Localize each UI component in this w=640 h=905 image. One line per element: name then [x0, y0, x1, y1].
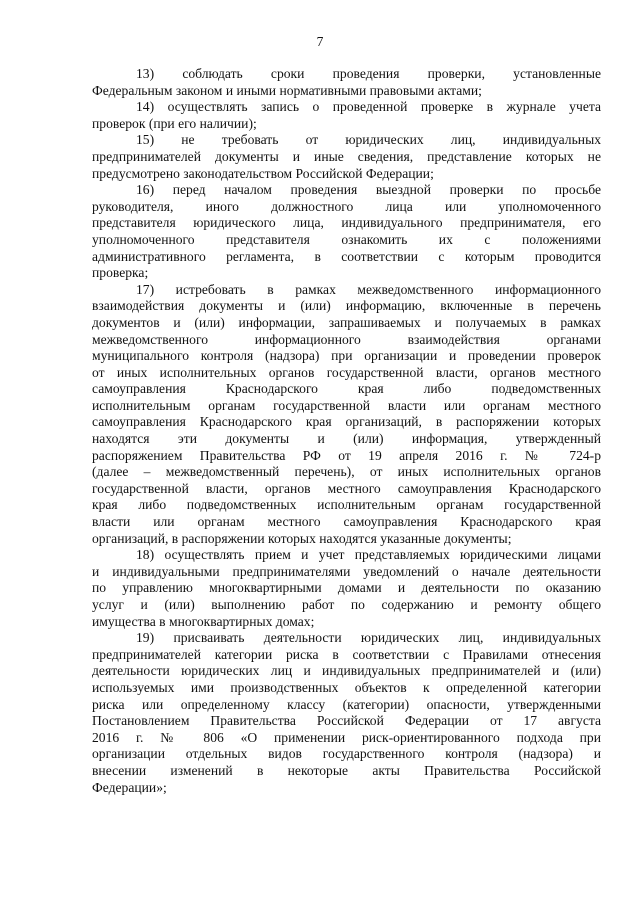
- paragraph-item-p17: [92, 282, 601, 548]
- page-number: 7: [316, 34, 324, 49]
- text-line: 17) истребовать в рамках межведомственного информационного: [136, 281, 601, 297]
- text-line: 16) перед началом проведения выездной проверки по просьбе: [136, 182, 601, 198]
- text-line: проверка;: [92, 265, 149, 281]
- text-line: административного регламента, в соответствии с которым проводится: [92, 248, 601, 264]
- paragraph-item-p13: [92, 66, 601, 99]
- text-line: 19) присваивать деятельности юридических лиц, индивидуальных: [136, 630, 601, 646]
- text-line: самоуправления Краснодарского края организаций, в распоряжении которых: [92, 414, 601, 430]
- text-line: 14) осуществлять запись о проведенной проверке в журнале учета: [136, 99, 601, 115]
- text-line: предпринимателей категории риска в соответствии с Правилами отнесения: [92, 646, 601, 662]
- text-line: услуг и (или) выполнению работ по содержанию и ремонту общего: [92, 597, 601, 612]
- text-line: самоуправления Краснодарского края либо подведомственных: [92, 381, 601, 397]
- text-line: взаимодействия документы и (или) информацию, включенные в перечень: [92, 298, 601, 314]
- text-line: находятся эти документы и (или) информация, утвержденный: [92, 431, 601, 447]
- text-line: по управлению многоквартирными домами и деятельности по оказанию: [92, 580, 601, 596]
- text-line: проверок (при его наличии);: [92, 115, 257, 131]
- text-line: уполномоченного представителя ознакомить их с положениями: [92, 231, 601, 247]
- document-body: [92, 66, 601, 796]
- text-line: края либо подведомственных исполнительным органам государственной: [92, 497, 601, 513]
- text-line: 15) не требовать от юридических лиц, индивидуальных: [136, 132, 601, 148]
- text-line: Постановлением Правительства Российской Федерации от 17 августа: [92, 713, 601, 729]
- text-line: муниципального контроля (надзора) при организации и проведении проверок: [92, 348, 601, 364]
- paragraph-item-p18: [92, 547, 601, 630]
- text-line: распоряжением Правительства РФ от 19 апреля 2016 г. № 724-р: [92, 447, 601, 463]
- text-line: 18) осуществлять прием и учет представляемых юридическими лицами: [136, 547, 601, 563]
- text-line: предусмотрено законодательством Российской Федерации;: [92, 165, 434, 181]
- text-line: внесении изменений в некоторые акты Правительства Российской: [92, 762, 601, 778]
- text-line: межведомственного информационного взаимодействия органами: [92, 331, 601, 347]
- text-line: предпринимателей документы и иные сведения, представление которых не: [92, 148, 601, 164]
- text-line: организации отдельных видов государственного контроля (надзора) и: [92, 746, 601, 762]
- text-line: документов и (или) информации, запрашиваемых и получаемых в рамках: [92, 314, 601, 330]
- text-line: Федеральным законом и иными нормативными правовыми актами;: [92, 82, 482, 98]
- text-line: используемых ими производственных объектов к определенной категории: [92, 679, 601, 695]
- text-line: 13) соблюдать сроки проведения проверки, установленные: [136, 66, 601, 81]
- text-line: организаций, в распоряжении которых находятся указанные документы;: [92, 530, 512, 546]
- text-line: Федерации»;: [92, 779, 167, 795]
- paragraph-item-p14: [92, 99, 601, 132]
- text-line: власти или органам местного самоуправления Краснодарского края: [92, 514, 601, 530]
- text-line: и индивидуальными предпринимателями уведомлений о начале деятельности: [92, 563, 601, 579]
- text-line: риска или определенному классу (категории) опасности, утвержденными: [92, 696, 601, 712]
- paragraph-item-p15: [92, 132, 601, 182]
- text-line: государственной власти, органов местного самоуправления Краснодарского: [92, 480, 601, 496]
- text-line: представителя юридического лица, индивидуального предпринимателя, его: [92, 215, 601, 231]
- text-line: (далее – межведомственный перечень), от иных исполнительных органов: [92, 464, 601, 480]
- text-line: имущества в многоквартирных домах;: [92, 613, 315, 629]
- text-line: 2016 г. № 806 «О применении риск-ориентированного подхода при: [92, 729, 601, 745]
- paragraph-item-p19: [92, 630, 601, 796]
- paragraph-item-p16: [92, 182, 601, 282]
- text-line: деятельности юридических лиц и индивидуальных предпринимателей и (или): [92, 663, 601, 679]
- text-line: руководителя, иного должностного лица или уполномоченного: [92, 198, 601, 214]
- text-line: исполнительным органам государственной власти или органам местного: [92, 397, 601, 413]
- text-line: от иных исполнительных органов государственной власти, органов местного: [92, 364, 601, 380]
